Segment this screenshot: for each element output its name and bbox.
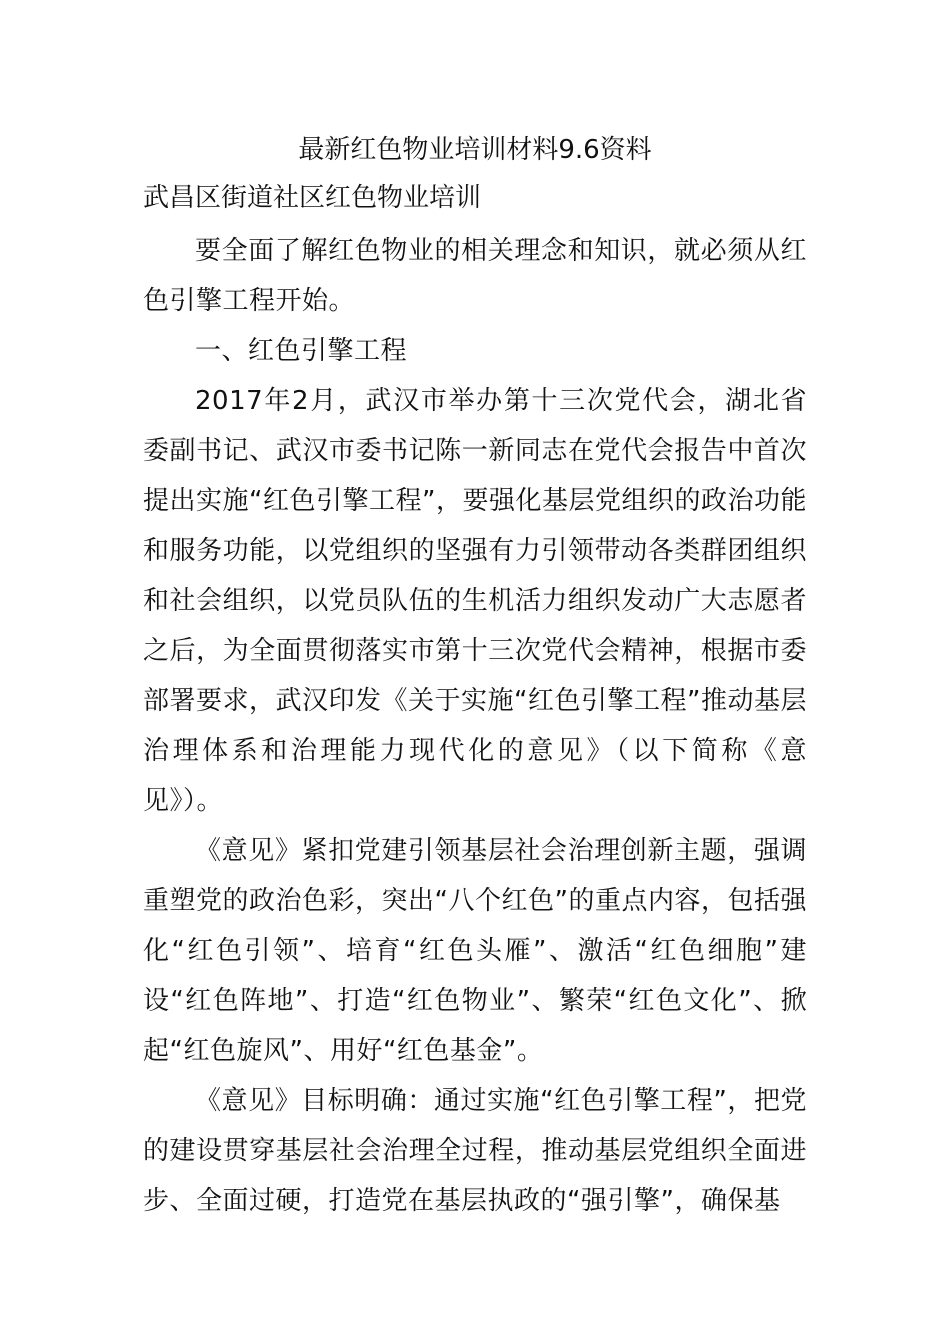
document-title: 最新红色物业培训材料9.6资料 [298,135,652,165]
section-heading: 一、红色引擎工程 [195,336,408,366]
document-subtitle: 武昌区街道社区红色物业培训 [143,183,482,213]
paragraph-opinion-goal: 《意见》目标明确：通过实施“红色引擎工程”，把党的建设贯穿基层社会治理全过程，推动基层党组织全面进步、全面过硬，打造党在基层执政的“强引擎”，确保基 [143,1086,807,1216]
document-body [143,226,807,1226]
paragraph-opinion-content: 《意见》紧扣党建引领基层社会治理创新主题，强调重塑党的政治色彩，突出“八个红色”的重点内容，包括强化“红色引领”、培育“红色头雁”、激活“红色细胞”建设“红色阵地”、打造“红色物业”、繁荣“红色文化”、掀起“红色旋风”、用好“红色基金”。 [143,836,807,1066]
paragraph-intro: 要全面了解红色物业的相关理念和知识，就必须从红色引擎工程开始。 [143,236,807,316]
paragraph-background: 2017年2月，武汉市举办第十三次党代会，湖北省委副书记、武汉市委书记陈一新同志在党代会报告中首次提出实施“红色引擎工程”，要强化基层党组织的政治功能和服务功能，以党组织的坚强有力引领带动各类群团组织和社会组织，以党员队伍的生机活力组织发动广大志愿者之后，为全面贯彻落实市第十三次党代会精神，根据市委部署要求，武汉印发《关于实施“红色引擎工程”推动基层治理体系和治理能力现代化的意见》（以下简称《意见》）。 [143,386,807,816]
